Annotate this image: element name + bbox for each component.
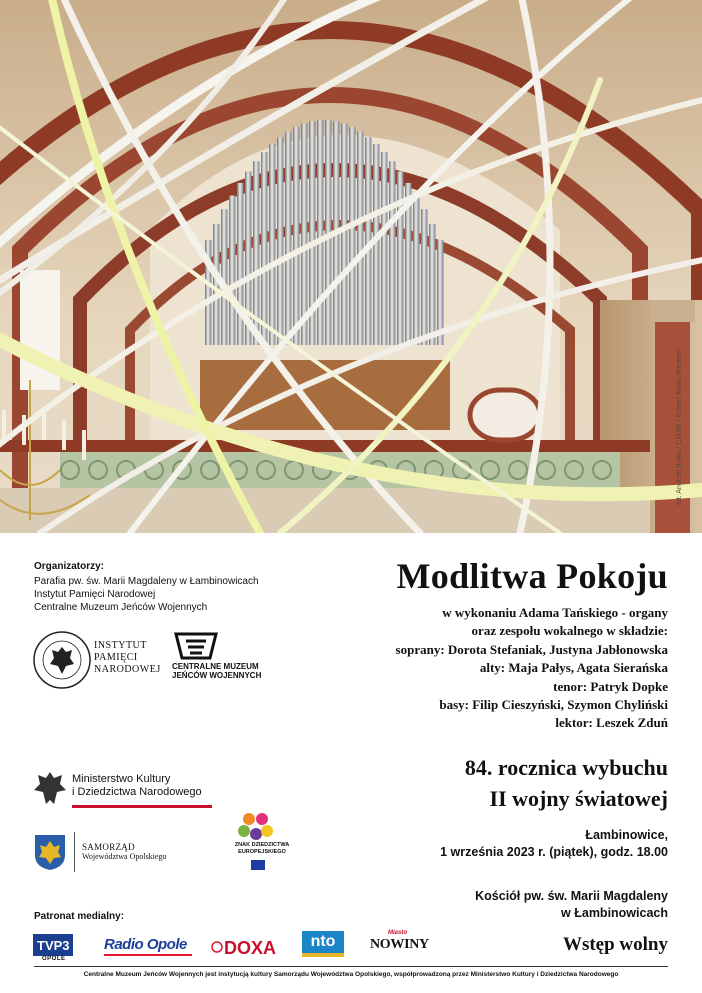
doxa-logo: [211, 934, 281, 960]
organ-pipe: [357, 132, 364, 345]
opole-coat-of-arms-icon: [33, 833, 67, 871]
organ-pipe: [261, 152, 268, 345]
organ-pipe: [277, 137, 284, 345]
free-entry-label: Wstęp wolny: [562, 934, 668, 955]
organ-pipe: [237, 183, 244, 345]
organ-pipe: [413, 195, 420, 345]
eu-flag-icon: [251, 860, 265, 870]
radio-opole-logo: Radio Opole: [104, 936, 187, 953]
organ-pipe: [269, 144, 276, 345]
organ-pipe: [421, 209, 428, 345]
performers-block: [396, 604, 668, 733]
ipn-seal-logo: [32, 630, 92, 690]
organ-pipe: [293, 127, 300, 345]
event-title: Modlitwa Pokoju: [396, 556, 668, 596]
mkidn-red-bar: [72, 805, 212, 808]
organizers-list: [34, 575, 259, 614]
nowiny-logo: NOWINY: [370, 937, 429, 952]
performers-line: tenor: Patryk Dopke: [553, 678, 668, 694]
organizer-item: Instytut Pamięci Narodowej: [34, 589, 156, 600]
organizers-title: Organizatorzy:: [34, 561, 105, 572]
performers-line: oraz zespołu wokalnego w składzie:: [471, 623, 668, 639]
mkidn-logo-text: Ministerstwo Kultury i Dziedzictwa Narodowego: [72, 773, 202, 798]
organ-pipe: [389, 161, 396, 345]
media-patrons-title: Patronat medialny:: [34, 911, 125, 922]
organ-pipe: [285, 132, 292, 345]
event-date-place: Łambinowice, 1 września 2023 r. (piątek), godz. 18.00: [440, 828, 668, 859]
cmjw-logo-text: CENTRALNE MUZEUM JEŃCÓW WOJENNYCH: [172, 662, 262, 680]
nto-logo-bar: [302, 953, 344, 957]
photo-credit: fot. Andrzej Bojko / CMJW / Robert Adam Wiesner: [676, 349, 683, 505]
footer-note: Centralne Muzeum Jeńców Wojennych jest instytucją kultury Samorządu Województwa Opolskiego, współprowadzoną przez Ministerstwo Kultury i Dziedzictwa Narodowego: [83, 971, 619, 978]
svg-text:TVP3: TVP3: [37, 938, 70, 953]
nto-logo: nto: [302, 931, 344, 953]
performers-line: soprany: Dorota Stefaniak, Justyna Jabłonowska: [395, 641, 668, 657]
anniversary-heading: 84. rocznica wybuchu II wojny światowej: [464, 755, 668, 811]
nowiny-logo-top: Miasto: [388, 930, 408, 936]
footer-divider: [34, 966, 668, 967]
event-venue: Kościół pw. św. Marii Magdaleny w Łambinowicach: [475, 889, 668, 920]
european-heritage-label-icon: [238, 812, 274, 842]
eagle-emblem-icon: [32, 770, 68, 808]
organ-pipe: [341, 124, 348, 345]
organizer-item: Centralne Muzeum Jeńców Wojennych: [34, 602, 208, 613]
opole-logo-text: SAMORZĄD Województwa Opolskiego: [82, 842, 167, 861]
performers-line: lektor: Leszek Zduń: [555, 715, 668, 731]
organizer-item: Parafia pw. św. Marii Magdaleny w Łambinowicach: [34, 576, 259, 587]
opole-divider: [74, 832, 75, 872]
organ-pipe: [317, 120, 324, 345]
cmjw-logo-icon: [172, 632, 220, 660]
performers-line: w wykonaniu Adama Tańskiego - organy: [442, 605, 668, 620]
organ-pipe: [221, 209, 228, 345]
performers-line: basy: Filip Cieszyński, Szymon Chyliński: [439, 697, 668, 713]
organ-pipe: [349, 127, 356, 345]
ipn-logo-text: INSTYTUT PAMIĘCI NARODOWEJ: [94, 640, 161, 675]
svg-text:DOXA: DOXA: [224, 938, 277, 958]
organ-pipe: [397, 172, 404, 345]
organ-pipe: [229, 195, 236, 345]
performers-line: alty: Maja Pałys, Agata Sierańska: [479, 660, 668, 676]
znak-logo-text: ZNAK DZIEDZICTWA EUROPEJSKIEGO: [234, 842, 290, 855]
tvp3-sub: OPOLE: [42, 956, 66, 962]
radio-opole-underline: [104, 954, 192, 956]
organ-pipe: [381, 152, 388, 345]
tvp3-logo: [33, 934, 73, 956]
organ-pipe: [429, 224, 436, 345]
